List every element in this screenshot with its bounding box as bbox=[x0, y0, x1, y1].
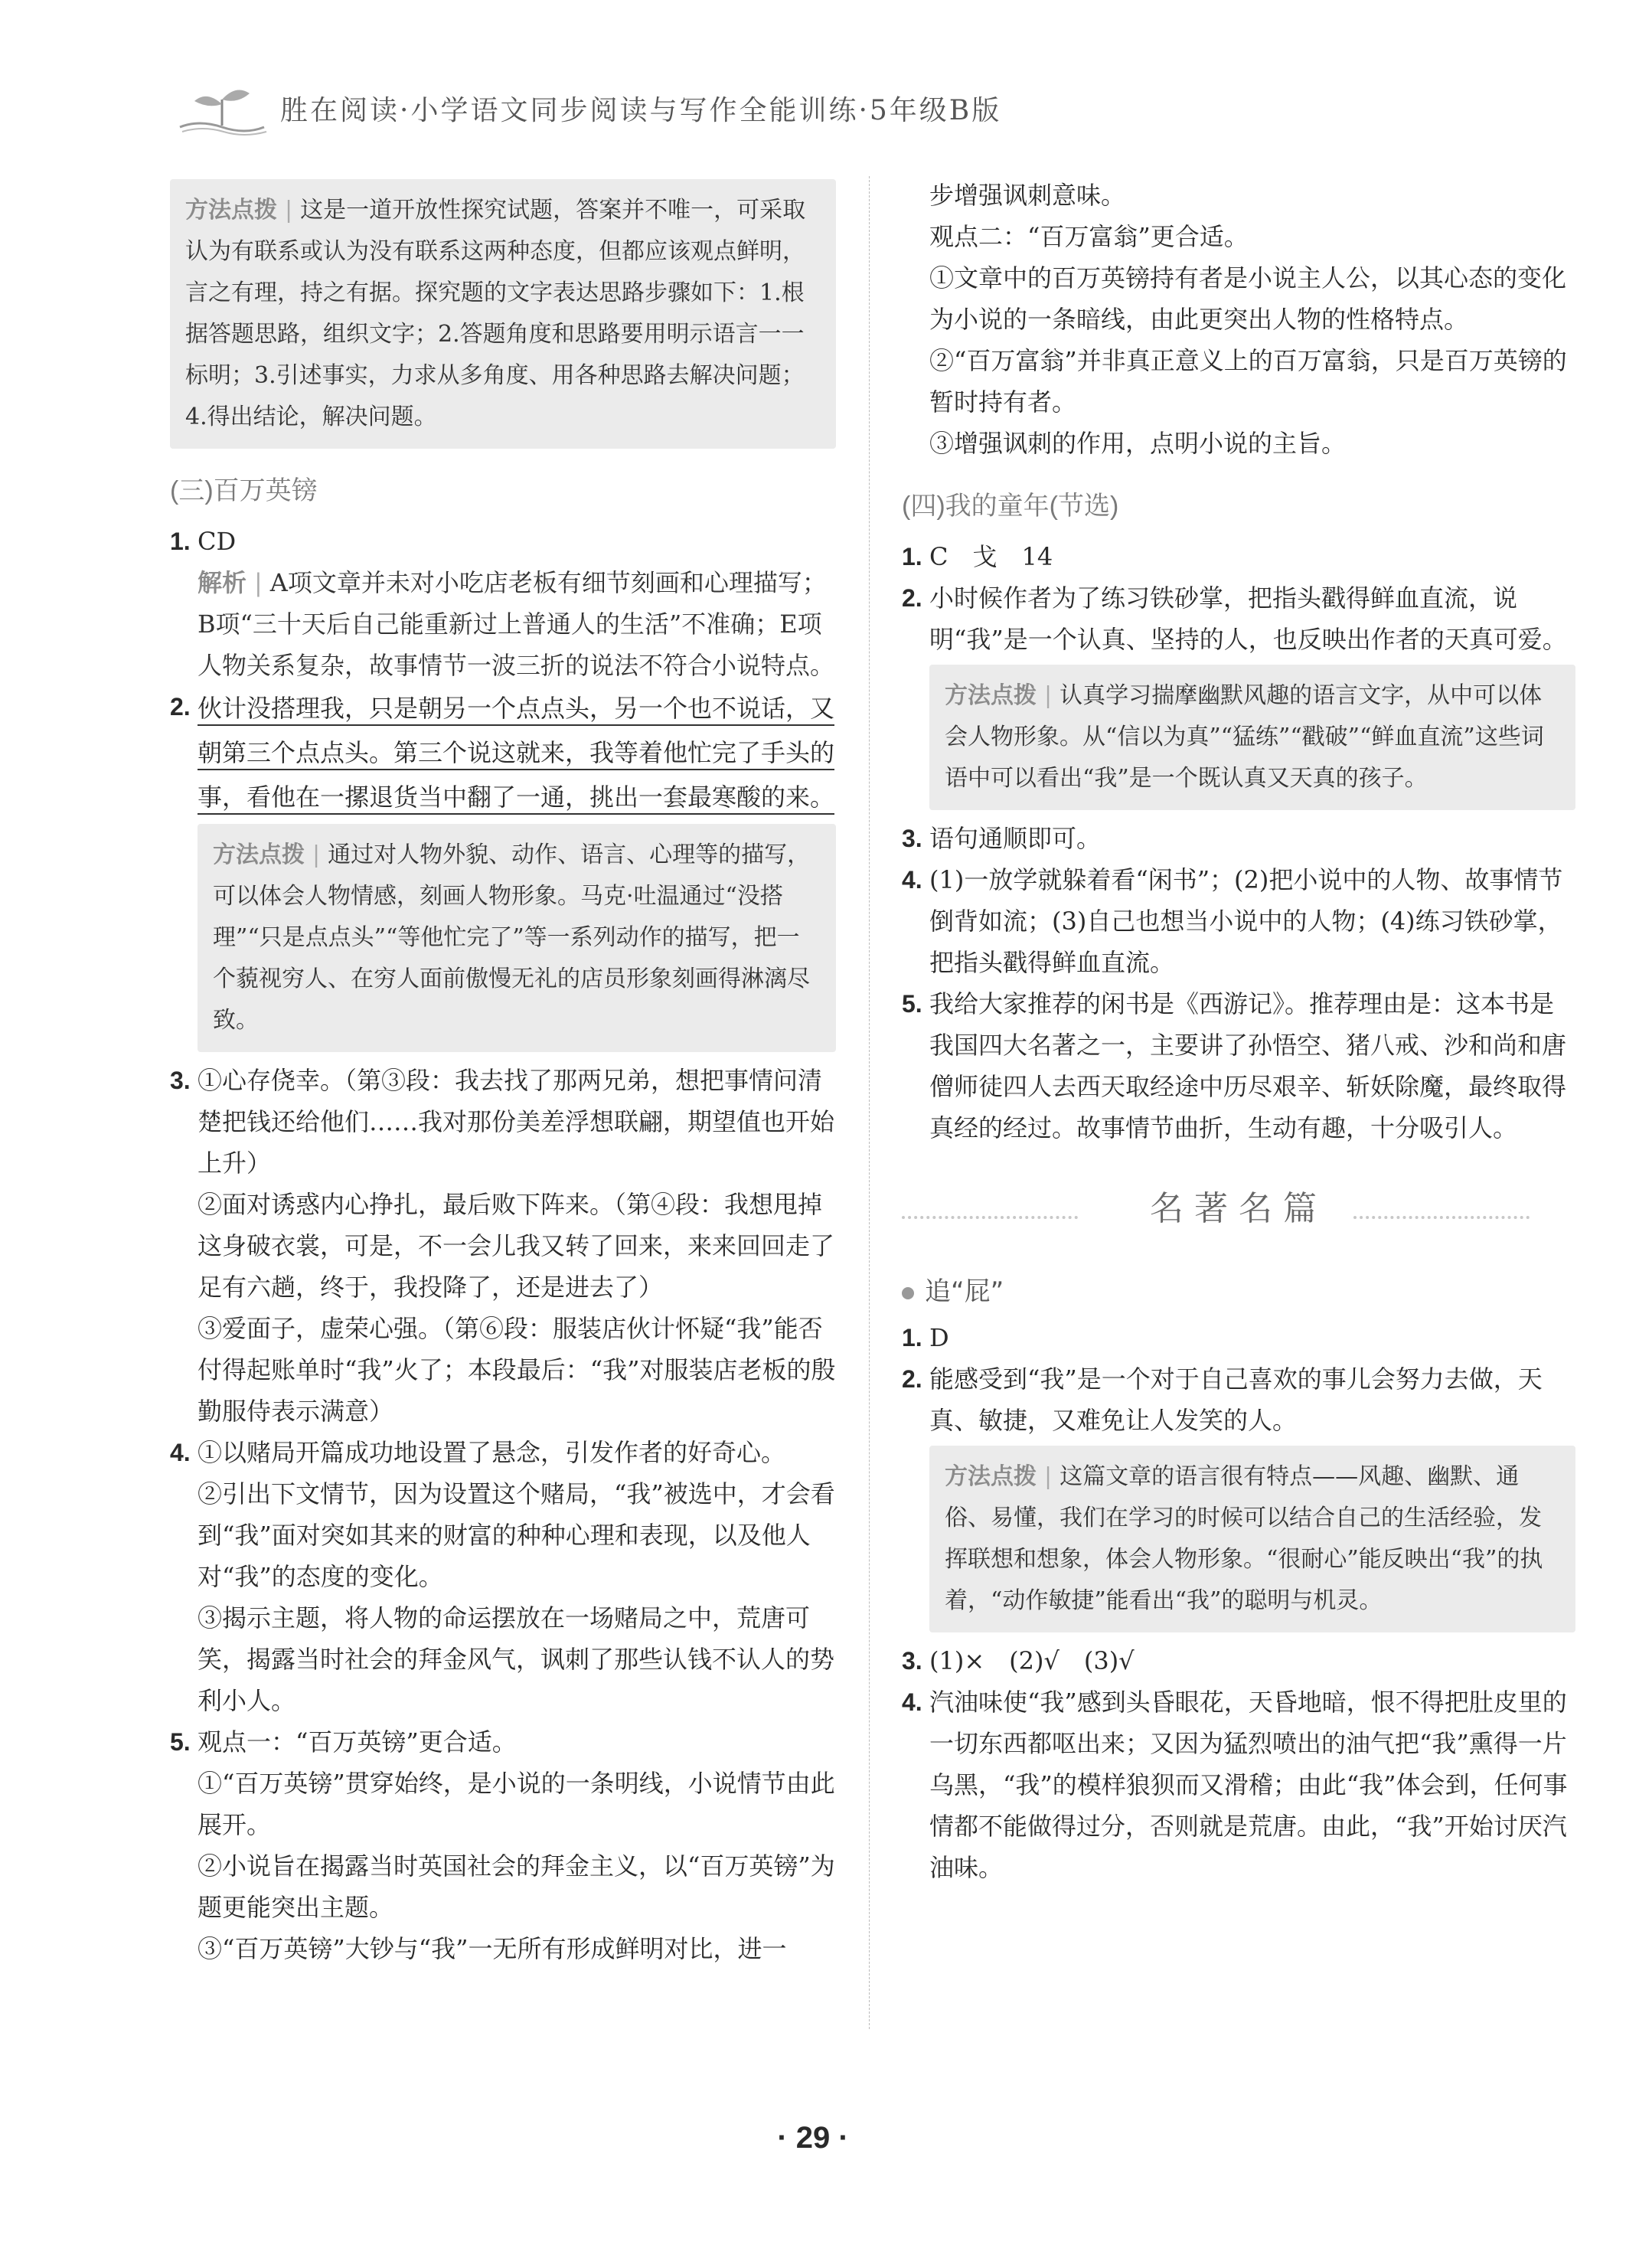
item-number: 3. bbox=[170, 1067, 191, 1094]
answer-text: 小时候作者为了练习铁砂掌，把指头戳得鲜血直流，说明“我”是一个认真、坚持的人，也反映出作者的天真可爱。 bbox=[929, 583, 1567, 654]
item-number: 4. bbox=[902, 866, 922, 894]
answer-point: ①“百万英镑”贯穿始终，是小说的一条明线，小说情节由此展开。 bbox=[198, 1769, 835, 1839]
answer-text: 能感受到“我”是一个对于自己喜欢的事儿会努力去做，天真、敏捷，又难免让人发笑的人。 bbox=[929, 1364, 1543, 1435]
answer-item bbox=[902, 577, 1575, 660]
left-column bbox=[170, 175, 836, 1969]
item-number: 5. bbox=[902, 990, 922, 1018]
answer-item bbox=[902, 1317, 1575, 1358]
answer-text: 语句通顺即可。 bbox=[929, 824, 1102, 853]
tip-label: 方法点拨 bbox=[945, 682, 1037, 709]
item-number: 3. bbox=[902, 1647, 922, 1675]
banner-dots-right bbox=[1353, 1216, 1530, 1219]
right-column bbox=[902, 175, 1575, 1888]
answer-item bbox=[170, 1721, 836, 1969]
answer-item bbox=[902, 536, 1575, 577]
answer-text: (1)× (2)√ (3)√ bbox=[929, 1646, 1135, 1675]
page-number: · 29 · bbox=[777, 2121, 849, 2155]
method-tip-box: 方法点拨 | 这是一道开放性探究试题，答案并不唯一，可采取认为有联系或认为没有联系这两种态度，但都应该观点鲜明，言之有理，持之有据。探究题的文字表达思路步骤如下：1.根据答题思路，组织文字；2.答题角度和思路要用明示语言一一标明；3.引述事实，力求从多角度、用各种思路去解决问题；4.得出结论，解决问题。 bbox=[170, 179, 836, 449]
item-number: 4. bbox=[902, 1688, 922, 1716]
item-number: 2. bbox=[902, 1365, 922, 1393]
method-tip-box: 方法点拨 | 通过对人物外貌、动作、语言、心理等的描写，可以体会人物情感，刻画人物形象。马克·吐温通过“没搭理”“只是点点头”“等他忙完了”等一系列动作的描写，把一个藐视穷人、在穷人面前傲慢无礼的店员形象刻画得淋漓尽致。 bbox=[198, 824, 836, 1052]
banner-title: 名著名篇 bbox=[1150, 1189, 1327, 1228]
item-number: 3. bbox=[902, 825, 922, 852]
answer-item bbox=[902, 859, 1575, 983]
classics-banner bbox=[902, 1179, 1575, 1256]
answer-item bbox=[902, 818, 1575, 859]
item-number: 1. bbox=[902, 1324, 922, 1351]
answer-point: ③增强讽刺的作用，点明小说的主旨。 bbox=[929, 429, 1347, 458]
answer-point: 观点二：“百万富翁”更合适。 bbox=[929, 222, 1249, 251]
tip-label: 方法点拨 bbox=[945, 1463, 1037, 1490]
item-number: 1. bbox=[902, 543, 922, 570]
answer-text: 我给大家推荐的闲书是《西游记》。推荐理由是：这本书是我国四大名著之一，主要讲了孙悟空、猪八戒、沙和尚和唐僧师徒四人去西天取经途中历尽艰辛、斩妖除魔，最终取得真经的经过。故事情节曲折，生动有趣，十分吸引人。 bbox=[929, 989, 1567, 1142]
tip-text: 认真学习揣摩幽默风趣的语言文字，从中可以体会人物形象。从“信以为真”“猛练”“戳破”“鲜血直流”这些词语中可以看出“我”是一个既认真又天真的孩子。 bbox=[945, 682, 1544, 792]
method-tip-box: 方法点拨 | 认真学习揣摩幽默风趣的语言文字，从中可以体会人物形象。从“信以为真”“猛练”“戳破”“鲜血直流”这些词语中可以看出“我”是一个既认真又天真的孩子。 bbox=[929, 665, 1575, 810]
answer-item bbox=[170, 1432, 836, 1721]
answer-text: 汽油味使“我”感到头昏眼花，天昏地暗，恨不得把肚皮里的一切东西都呕出来；又因为猛烈喷出的油气把“我”熏得一片乌黑，“我”的模样狼狈而又滑稽；由此“我”体会到，任何事情都不能做得过分，否则就是荒唐。由此，“我”开始讨厌汽油味。 bbox=[929, 1688, 1568, 1882]
answer-item bbox=[170, 686, 836, 819]
note-label: 解析 bbox=[198, 568, 247, 597]
story-title: 追“屁” bbox=[925, 1276, 1004, 1307]
tip-label: 方法点拨 bbox=[213, 842, 305, 868]
tip-text: 这篇文章的语言很有特点——风趣、幽默、通俗、易懂，我们在学习的时候可以结合自己的生活经验，发挥联想和想象，体会人物形象。“很耐心”能反映出“我”的执着，“动作敏捷”能看出“我”的聪明与机灵。 bbox=[945, 1463, 1543, 1614]
answer-point: ②“百万富翁”并非真正意义上的百万富翁，只是百万英镑的暂时持有者。 bbox=[929, 346, 1567, 417]
answer-text: CD bbox=[198, 527, 237, 556]
answer-text: (1)一放学就躲着看“闲书”；(2)把小说中的人物、故事情节倒背如流；(3)自己也想当小说中的人物；(4)练习铁砂掌，把指头戳得鲜血直流。 bbox=[929, 865, 1563, 977]
item-number: 2. bbox=[170, 693, 191, 721]
answer-point: ②小说旨在揭露当时英国社会的拜金主义，以“百万英镑”为题更能突出主题。 bbox=[198, 1851, 835, 1922]
item-number: 1. bbox=[170, 528, 191, 555]
sprout-logo-icon bbox=[176, 83, 268, 136]
underlined-answer: 伙计没搭理我，只是朝另一个点点头，另一个也不说话，又朝第三个点点头。第三个说这就来，我等着他忙完了手头的事，看他在一摞退货当中翻了一通，挑出一套最寒酸的来。 bbox=[198, 694, 834, 815]
answer-item bbox=[170, 521, 836, 686]
column-divider bbox=[869, 176, 870, 2029]
answer-point: 观点一：“百万英镑”更合适。 bbox=[198, 1727, 517, 1757]
story-heading bbox=[902, 1271, 1575, 1312]
answer-item bbox=[902, 1358, 1575, 1441]
tip-label: 方法点拨 bbox=[185, 197, 277, 224]
answer-point: ①以赌局开篇成功地设置了悬念，引发作者的好奇心。 bbox=[198, 1438, 786, 1467]
answer-point: ③揭示主题，将人物的命运摆放在一场赌局之中，荒唐可笑，揭露当时社会的拜金风气，讽刺了那些认钱不认人的势利小人。 bbox=[198, 1603, 835, 1715]
answer-item bbox=[902, 983, 1575, 1149]
note-text: A项文章并未对小吃店老板有细节刻画和心理描写；B项“三十天后自己能重新过上普通人的生活”不准确；E项人物关系复杂，故事情节一波三折的说法不符合小说特点。 bbox=[198, 568, 835, 680]
item-number: 4. bbox=[170, 1439, 191, 1466]
item-number: 5. bbox=[170, 1728, 191, 1756]
item-number: 2. bbox=[902, 584, 922, 612]
answer-item bbox=[902, 1640, 1575, 1681]
analysis-note: 解析 | A项文章并未对小吃店老板有细节刻画和心理描写；B项“三十天后自己能重新过上普通人的生活”不准确；E项人物关系复杂，故事情节一波三折的说法不符合小说特点。 bbox=[198, 568, 835, 680]
answer-point: ②面对诱惑内心挣扎，最后败下阵来。（第④段：我想甩掉这身破衣裳，可是，不一会儿我又转了回来，来来回回走了足有六趟，终于，我投降了，还是进去了） bbox=[198, 1190, 835, 1302]
answer-continuation: 步增强讽刺意味。 bbox=[929, 181, 1126, 210]
section-heading: (四)我的童年(节选) bbox=[902, 492, 1119, 521]
method-tip-box: 方法点拨 | 这篇文章的语言很有特点——风趣、幽默、通俗、易懂，我们在学习的时候可以结合自己的生活经验，发挥联想和想象，体会人物形象。“很耐心”能反映出“我”的执着，“动作敏捷”能看出“我”的聪明与机灵。 bbox=[929, 1446, 1575, 1632]
bullet-dot-icon bbox=[902, 1287, 914, 1299]
answer-text: D bbox=[929, 1323, 949, 1352]
section-heading: (三)百万英镑 bbox=[170, 476, 318, 505]
tip-text: 通过对人物外貌、动作、语言、心理等的描写，可以体会人物情感，刻画人物形象。马克·吐温通过“没搭理”“只是点点头”“等他忙完了”等一系列动作的描写，把一个藐视穷人、在穷人面前傲慢无礼的店员形象刻画得淋漓尽致。 bbox=[213, 842, 811, 1034]
answer-point: ③爱面子，虚荣心强。（第⑥段：服装店伙计怀疑“我”能否付得起账单时“我”火了；本段最后：“我”对服装店老板的殷勤服侍表示满意） bbox=[198, 1314, 836, 1426]
tip-text: 这是一道开放性探究试题，答案并不唯一，可采取认为有联系或认为没有联系这两种态度，但都应该观点鲜明，言之有理，持之有据。探究题的文字表达思路步骤如下：1.根据答题思路，组织文字；2.答题角度和思路要用明示语言一一标明；3.引述事实，力求从多角度、用各种思路去解决问题；4.得出结论，解决问题。 bbox=[185, 197, 806, 430]
answer-text: C 戈 14 bbox=[929, 542, 1053, 571]
answer-point: ①文章中的百万英镑持有者是小说主人公，以其心态的变化为小说的一条暗线，由此更突出人物的性格特点。 bbox=[929, 263, 1567, 334]
header-title: 胜在阅读·小学语文同步阅读与写作全能训练·5年级B版 bbox=[280, 95, 1002, 126]
answer-item bbox=[902, 1681, 1575, 1888]
answer-point: ③“百万英镑”大钞与“我”一无所有形成鲜明对比，进一 bbox=[198, 1934, 787, 1963]
answer-point: ①心存侥幸。（第③段：我去找了那两兄弟，想把事情问清楚把钱还给他们……我对那份美差浮想联翩，期望值也开始上升） bbox=[198, 1066, 835, 1178]
answer-item bbox=[170, 1060, 836, 1432]
answer-point: ②引出下文情节，因为设置这个赌局，“我”被选中，才会看到“我”面对突如其来的财富的种种心理和表现，以及他人对“我”的态度的变化。 bbox=[198, 1479, 835, 1591]
page-header bbox=[176, 83, 1248, 136]
